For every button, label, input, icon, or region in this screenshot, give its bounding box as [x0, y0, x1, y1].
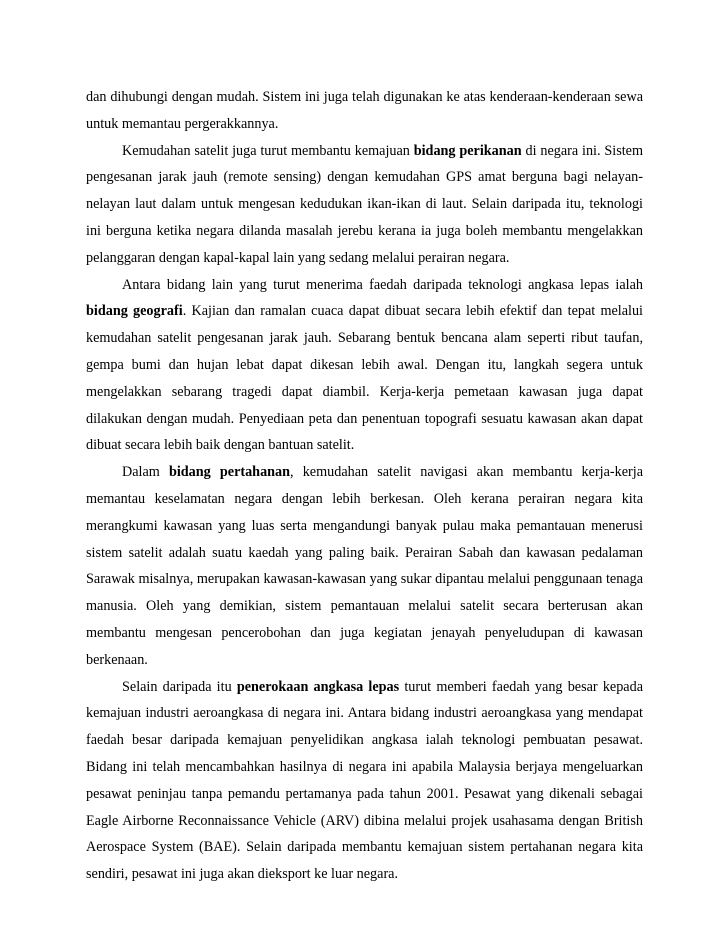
text-run: di negara ini. Sistem pengesanan jarak jauh (remote sensing) dengan kemudahan GPS amat berguna bagi nelayan-nelayan laut dalam untuk mengesan kedudukan ikan-ikan di laut. Selain daripada itu, teknologi ini berguna ketika negara dilanda masalah jerebu kerana ia juga boleh membantu mengelakkan pelanggaran dengan kapal-kapal lain yang sedang melalui perairan negara. — [86, 142, 643, 266]
paragraph-1 — [86, 84, 643, 138]
text-run: . Kajian dan ramalan cuaca dapat dibuat secara lebih efektif dan tepat melalui kemudahan satelit pengesanan jarak jauh. Sebarang bentuk bencana alam seperti ribut taufan, gempa bumi dan hujan lebat dapat dikesan lebih awal. Dengan itu, langkah segera untuk mengelakkan sebarang tragedi dapat diambil. Kerja-kerja pemetaan kawasan juga dapat dilakukan dengan mudah. Penyediaan peta dan penentuan topografi sesuatu kawasan akan dapat dibuat secara lebih baik dengan bantuan satelit. — [86, 303, 644, 454]
bold-term-pertahanan: bidang pertahanan — [168, 464, 291, 481]
text-run: Selain daripada itu — [122, 678, 237, 695]
bold-term-perikanan: bidang perikanan — [413, 142, 522, 159]
text-run: dan dihubungi dengan mudah. Sistem ini juga telah digunakan ke atas kenderaan-kenderaan sewa untuk memantau pergerakkannya. — [86, 89, 643, 132]
paragraph-3 — [86, 272, 643, 460]
paragraph-4 — [86, 459, 643, 673]
bold-term-geografi: bidang geografi — [86, 303, 183, 320]
document-page — [86, 84, 643, 888]
text-run: turut memberi faedah yang besar kepada kemajuan industri aeroangkasa di negara ini. Antara bidang industri aeroangkasa yang mendapat faedah besar daripada kemajuan penyelidikan angkasa ialah teknologi pembuatan pesawat. Bidang ini telah mencambahkan hasilnya di negara ini apabila Malaysia berjaya mengeluarkan pesawat peninjau tanpa pemandu pertamanya pada tahun 2001. Pesawat yang dikenali sebagai Eagle Airborne Reconnaissance Vehicle (ARV) dibina melalui projek usahasama dengan British Aerospace System (BAE). Selain daripada membantu kemajuan sistem pertahanan negara kita sendiri, pesawat ini juga akan dieksport ke luar negara. — [86, 678, 643, 883]
text-run: Dalam — [122, 464, 169, 481]
text-run: , kemudahan satelit navigasi akan membantu kerja-kerja memantau keselamatan negara dengan lebih berkesan. Oleh kerana perairan negara kita merangkumi kawasan yang luas serta mengandungi banyak pulau maka pemantauan menerusi sistem satelit adalah suatu kaedah yang paling baik. Perairan Sabah dan kawasan pedalaman Sarawak misalnya, merupakan kawasan-kawasan yang sukar dipantau melalui penggunaan tenaga manusia. Oleh yang demikian, sistem pemantauan melalui satelit secara berterusan akan membantu mengesan pencerobohan dan juga kegiatan jenayah penyeludupan di kawasan berkenaan. — [86, 464, 643, 668]
paragraph-2 — [86, 138, 643, 272]
text-run: Antara bidang lain yang turut menerima faedah daripada teknologi angkasa lepas ialah — [122, 276, 643, 293]
text-run: Kemudahan satelit juga turut membantu kemajuan — [122, 142, 414, 159]
bold-term-angkasa-lepas: penerokaan angkasa lepas — [236, 678, 400, 695]
paragraph-5 — [86, 674, 643, 888]
